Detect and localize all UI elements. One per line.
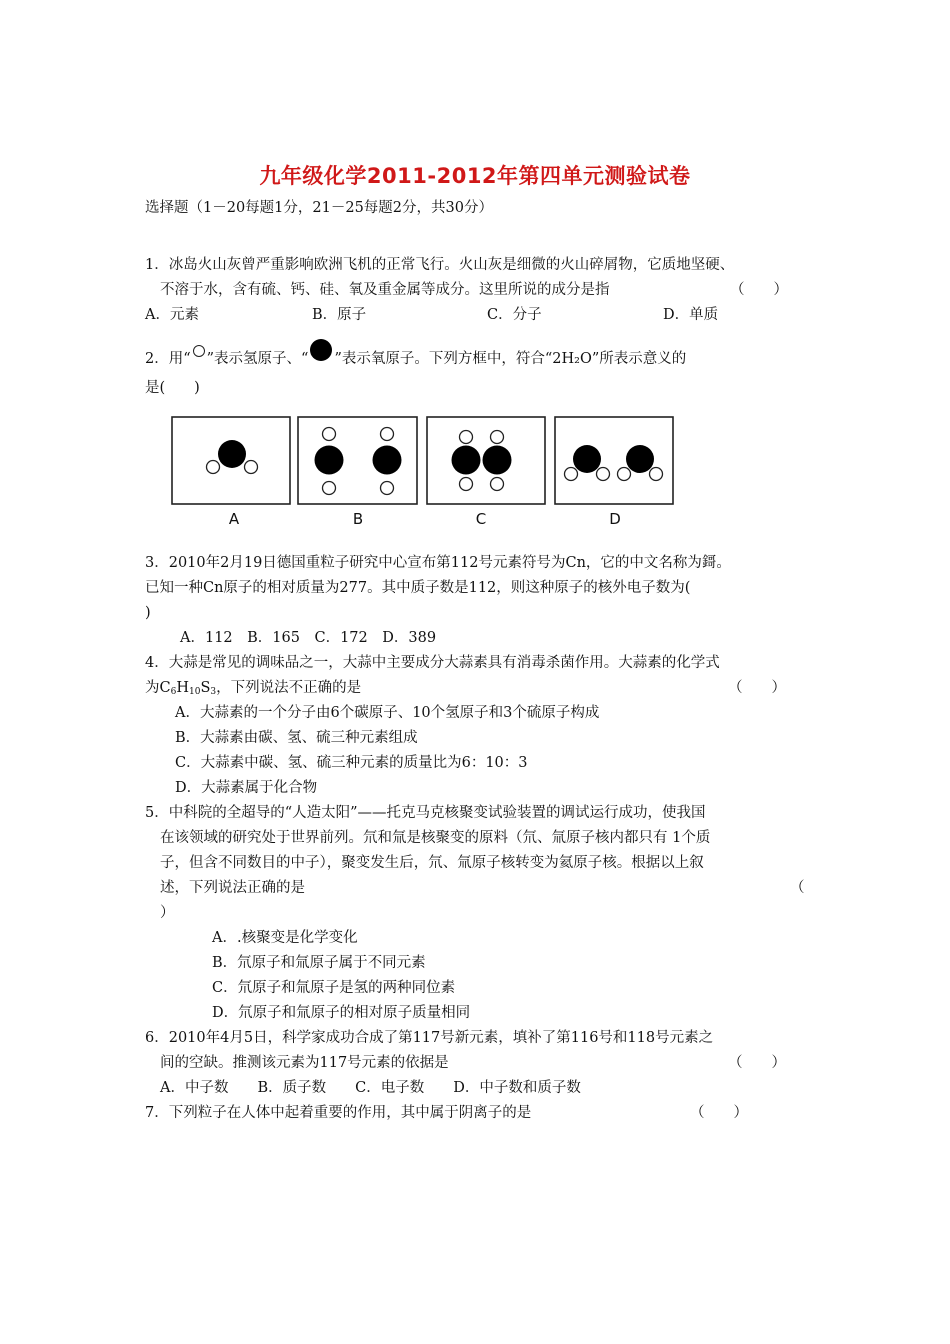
q5-option-d: D．氘原子和氚原子的相对原子质量相同 — [212, 1005, 471, 1021]
q6-options: A．中子数 B．质子数 C．电子数 D．中子数和质子数 — [160, 1080, 581, 1096]
q4-option-d: D．大蒜素属于化合物 — [175, 780, 318, 796]
q4-sub-6: 6 — [170, 687, 177, 697]
q4-line1: 4．大蒜是常见的调味品之一，大蒜中主要成分大蒜素具有消毒杀菌作用。大蒜素的化学式 — [145, 655, 720, 671]
hydrogen-atom — [565, 468, 578, 481]
q7-line1: 7．下列粒子在人体中起着重要的作用，其中属于阴离子的是 — [145, 1105, 532, 1121]
q4-formula-s: S — [200, 680, 211, 696]
q1-option-c: C．分子 — [487, 307, 542, 323]
q3-line3: ) — [145, 605, 151, 621]
hydrogen-atom — [381, 428, 394, 441]
oxygen-atom — [483, 446, 512, 475]
q2-text-part1: 2．用“ — [145, 351, 191, 367]
q6-line2: 间的空缺。推测该元素为117号元素的依据是 — [160, 1055, 449, 1071]
hydrogen-atom — [460, 478, 473, 491]
q5-option-c: C．氘原子和氚原子是氢的两种同位素 — [212, 980, 456, 996]
q5-paren-close: ） — [160, 905, 175, 921]
q5-line4: 述，下列说法正确的是 — [160, 880, 305, 896]
q1-option-a: A．元素 — [145, 307, 199, 323]
q6-line1: 6．2010年4月5日，科学家成功合成了第117号新元素，填补了第116号和118号元素之 — [145, 1030, 714, 1046]
q5-line2: 在该领域的研究处于世界前列。氘和氚是核聚变的原料（氘、氚原子核内都只有 1个质 — [160, 830, 711, 846]
q5-option-b: B．氘原子和氚原子属于不同元素 — [212, 955, 426, 971]
q4-option-c: C．大蒜素中碳、氢、硫三种元素的质量比为6：10：3 — [175, 755, 528, 771]
q5-option-a: A．.核聚变是化学变化 — [212, 930, 358, 946]
oxygen-atom — [573, 445, 601, 473]
hydrogen-atom — [381, 482, 394, 495]
hydrogen-atom — [597, 468, 610, 481]
hydrogen-atom — [650, 468, 663, 481]
hydrogen-atom — [207, 461, 220, 474]
q1-line1: 1．冰岛火山灰曾严重影响欧洲飞机的正常飞行。火山灰是细微的火山碎屑物，它质地坚硬、 — [145, 257, 735, 273]
q3-line1: 3．2010年2月19日德国重粒子研究中心宣布第112号元素符号为Cn，它的中文名称为鎶。 — [145, 555, 731, 571]
q1-option-b: B．原子 — [312, 307, 367, 323]
hydrogen-atom — [491, 431, 504, 444]
q4-formula-c: 为C — [145, 680, 171, 696]
page-title: 九年级化学2011-2012年第四单元测验试卷 — [259, 164, 691, 188]
box-label-b: B — [352, 510, 364, 528]
q5-line1: 5．中科院的全超导的“人造太阳”——托克马克核聚变试验装置的调试运行成功，使我国 — [145, 805, 706, 821]
option-box-d — [555, 417, 673, 504]
q2-text-part2: ”表示氢原子、“ — [206, 351, 309, 367]
oxygen-atom — [218, 440, 246, 468]
oxygen-atom — [626, 445, 654, 473]
q4-answer-paren: （ ） — [728, 680, 786, 696]
q4-line2-rest: ，下列说法不正确的是 — [216, 680, 362, 696]
hydrogen-atom — [460, 431, 473, 444]
hydrogen-atom — [245, 461, 258, 474]
q4-formula-h: H — [176, 680, 189, 696]
hydrogen-atom — [491, 478, 504, 491]
q2-line2: 是( ) — [145, 380, 200, 396]
hydrogen-atom — [618, 468, 631, 481]
oxygen-atom — [373, 446, 402, 475]
box-label-a: A — [228, 510, 240, 528]
q1-line2: 不溶于水，含有硫、钙、硅、氧及重金属等成分。这里所说的成分是指 — [160, 282, 610, 298]
q1-answer-paren: （ ） — [730, 282, 788, 298]
q5-line3: 子，但含不同数目的中子），聚变发生后，氘、氚原子核转变为氦原子核。根据以上叙 — [160, 855, 704, 871]
box-label-d: D — [609, 510, 621, 528]
q3-line2: 已知一种Cn原子的相对质量为277。其中质子数是112，则这种原子的核外电子数为( — [145, 580, 691, 596]
q6-answer-paren: （ ） — [728, 1055, 786, 1071]
q3-options: A．112 B．165 C．172 D．389 — [180, 630, 437, 646]
hydrogen-atom — [323, 482, 336, 495]
oxygen-atom — [315, 446, 344, 475]
oxygen-atom — [452, 446, 481, 475]
q7-answer-paren: （ ） — [690, 1105, 748, 1121]
q2-text-part3: ”表示氧原子。下列方框中，符合“2H₂O”所表示意义的 — [334, 351, 687, 367]
q4-sub-3: 3 — [210, 687, 217, 697]
q4-line2 — [145, 678, 361, 702]
q4-option-a: A．大蒜素的一个分子由6个碳原子、10个氢原子和3个硫原子构成 — [175, 705, 600, 721]
q4-sub-10: 10 — [189, 687, 201, 697]
section-heading: 选择题（1－20每题1分，21－25每题2分，共30分） — [145, 200, 493, 216]
q5-paren-open: （ — [790, 880, 805, 896]
q1-option-d: D．单质 — [663, 307, 719, 323]
q4-option-b: B．大蒜素由碳、氢、硫三种元素组成 — [175, 730, 418, 746]
hydrogen-atom — [323, 428, 336, 441]
box-label-c: C — [475, 510, 487, 528]
